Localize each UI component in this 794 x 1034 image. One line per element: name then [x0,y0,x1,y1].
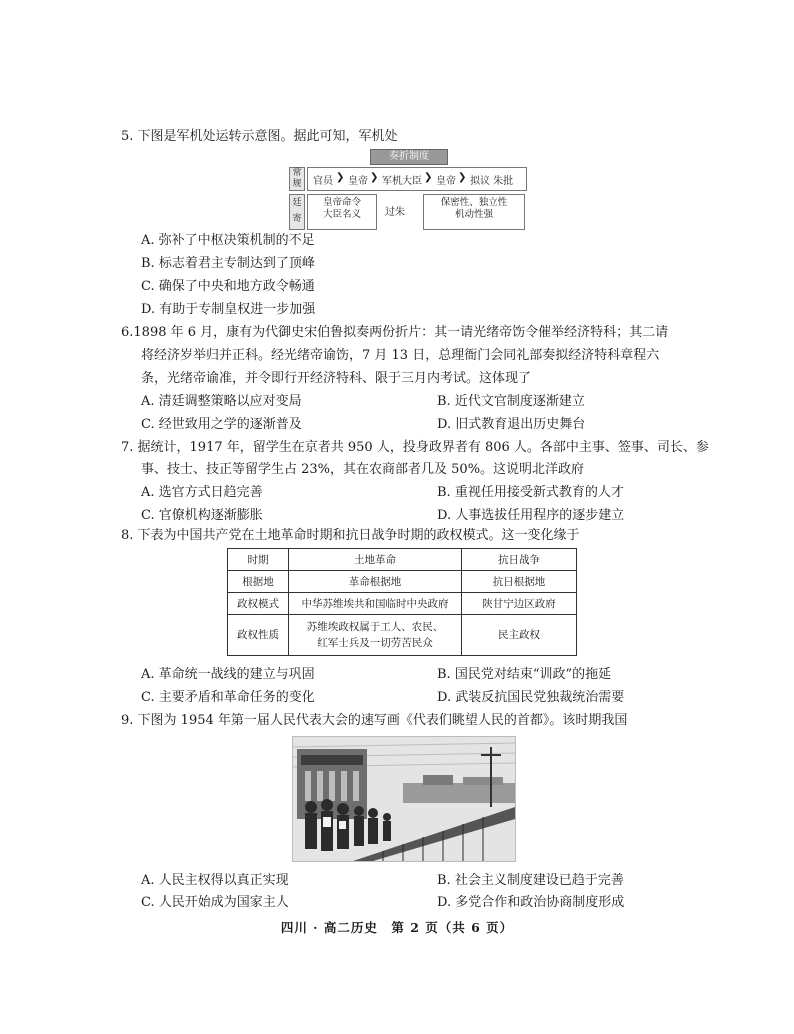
diagram-step: 皇帝 [348,176,368,187]
table-row [228,615,577,656]
diagram-step: 军机大臣 [382,176,422,187]
diagram-step: 官员 [313,176,333,187]
diagram-mid-label: 过朱 [385,207,405,218]
q5-option-d[interactable]: D. 有助于专制皇权进一步加强 [141,302,316,317]
table-cell: 苏维埃政权属于工人、农民、 红军士兵及一切劳苦民众 [289,615,462,656]
table-cell: 革命根据地 [289,571,462,593]
q6-option-d[interactable]: D. 旧式教育退出历史舞台 [437,417,586,432]
table-cell: 中华苏维埃共和国临时中央政府 [289,593,462,615]
q8-stem: 8. 下表为中国共产党在土地革命时期和抗日战争时期的政权模式。这一变化缘于 [121,528,580,543]
diagram-box-command: 皇帝命令 大臣名义 [307,194,377,230]
q7-stem-line: 7. 据统计，1917 年，留学生在京者共 950 人，投身政界者有 806 人。各部中主事、签事、司长、参 [121,440,709,455]
q9-option-b[interactable]: B. 社会主义制度建设已趋于完善 [437,873,624,888]
diagram-side-label-regular: 常规 [289,167,305,191]
q6-option-b[interactable]: B. 近代文官制度逐渐建立 [437,394,585,409]
q6-option-c[interactable]: C. 经世致用之学的逐渐普及 [141,417,302,432]
q5-option-c[interactable]: C. 确保了中央和地方政令畅通 [141,279,315,294]
table-header-cell: 时期 [228,549,289,571]
q5-stem: 5. 下图是军机处运转示意图。据此可知，军机处 [121,129,398,144]
table-cell: 抗日根据地 [462,571,577,593]
q9-option-a[interactable]: A. 人民主权得以真正实现 [141,873,289,888]
q9-option-c[interactable]: C. 人民开始成为国家主人 [141,895,289,910]
q8-option-d[interactable]: D. 武装反抗国民党独裁统治需要 [437,690,625,705]
q6-stem-line: 6.1898 年 6 月，康有为代御史宋伯鲁拟奏两份折片：其一请光绪帝饬令催举经济特科；其二请 [121,325,669,340]
q8-option-b[interactable]: B. 国民党对结束“训政”的拖延 [437,667,612,682]
table-row [228,593,577,615]
q5-option-b[interactable]: B. 标志着君主专制达到了顶峰 [141,256,315,271]
table-cell: 陕甘宁边区政府 [462,593,577,615]
q7-option-b[interactable]: B. 重视任用接受新式教育的人才 [437,485,624,500]
q7-option-a[interactable]: A. 选官方式日趋完善 [141,485,263,500]
q7-option-d[interactable]: D. 人事选拔任用程序的逐步建立 [437,508,625,523]
table-header-cell: 抗日战争 [462,549,577,571]
table-cell: 根据地 [228,571,289,593]
diagram-side-label-tingji: 廷寄 [289,194,305,230]
table-cell: 政权性质 [228,615,289,656]
diagram-box-features: 保密性、独立性 机动性强 [423,194,525,230]
q6-option-a[interactable]: A. 清廷调整策略以应对变局 [141,394,302,409]
q9-option-d[interactable]: D. 多党合作和政治协商制度形成 [437,895,625,910]
regime-table [227,548,577,656]
q5-option-a[interactable]: A. 弥补了中枢决策机制的不足 [141,233,315,248]
sketch-illustration-svg [293,737,515,861]
diagram-row-regular [307,167,527,191]
diagram-step: 拟议 朱批 [470,176,514,187]
chevron-right-icon: ❯ [458,172,467,183]
table-cell: 政权模式 [228,593,289,615]
q6-stem-line: 将经济岁举归并正科。经光绪帝谕饬，7 月 13 日，总理衙门会同礼部奏拟经济特科章程六 [141,348,660,363]
q8-option-c[interactable]: C. 主要矛盾和革命任务的变化 [141,690,315,705]
sketch-illustration [292,736,516,862]
q7-stem-line: 事、技士、技正等留学生占 23%，其在农商部者几及 50%。这说明北洋政府 [141,462,585,477]
table-header-cell: 土地革命 [289,549,462,571]
table-cell: 民主政权 [462,615,577,656]
chevron-right-icon: ❯ [370,172,379,183]
q6-stem-line: 条，光绪帝谕准，并令即行开经济特科、限于三月内考试。这体现了 [141,371,532,386]
q8-option-a[interactable]: A. 革命统一战线的建立与巩固 [141,667,315,682]
chevron-right-icon: ❯ [424,172,433,183]
table-row [228,571,577,593]
q9-stem: 9. 下图为 1954 年第一届人民代表大会的速写画《代表们眺望人民的首都》。该时期我国 [121,713,628,728]
table-header-row [228,549,577,571]
q7-option-c[interactable]: C. 官僚机构逐渐膨胀 [141,508,263,523]
diagram-step: 皇帝 [436,176,456,187]
diagram-title: 奏折制度 [370,149,448,165]
chevron-right-icon: ❯ [336,172,345,183]
page-footer: 四川 · 高二历史 第 2 页（共 6 页） [280,920,514,935]
junjichu-diagram [289,149,529,230]
